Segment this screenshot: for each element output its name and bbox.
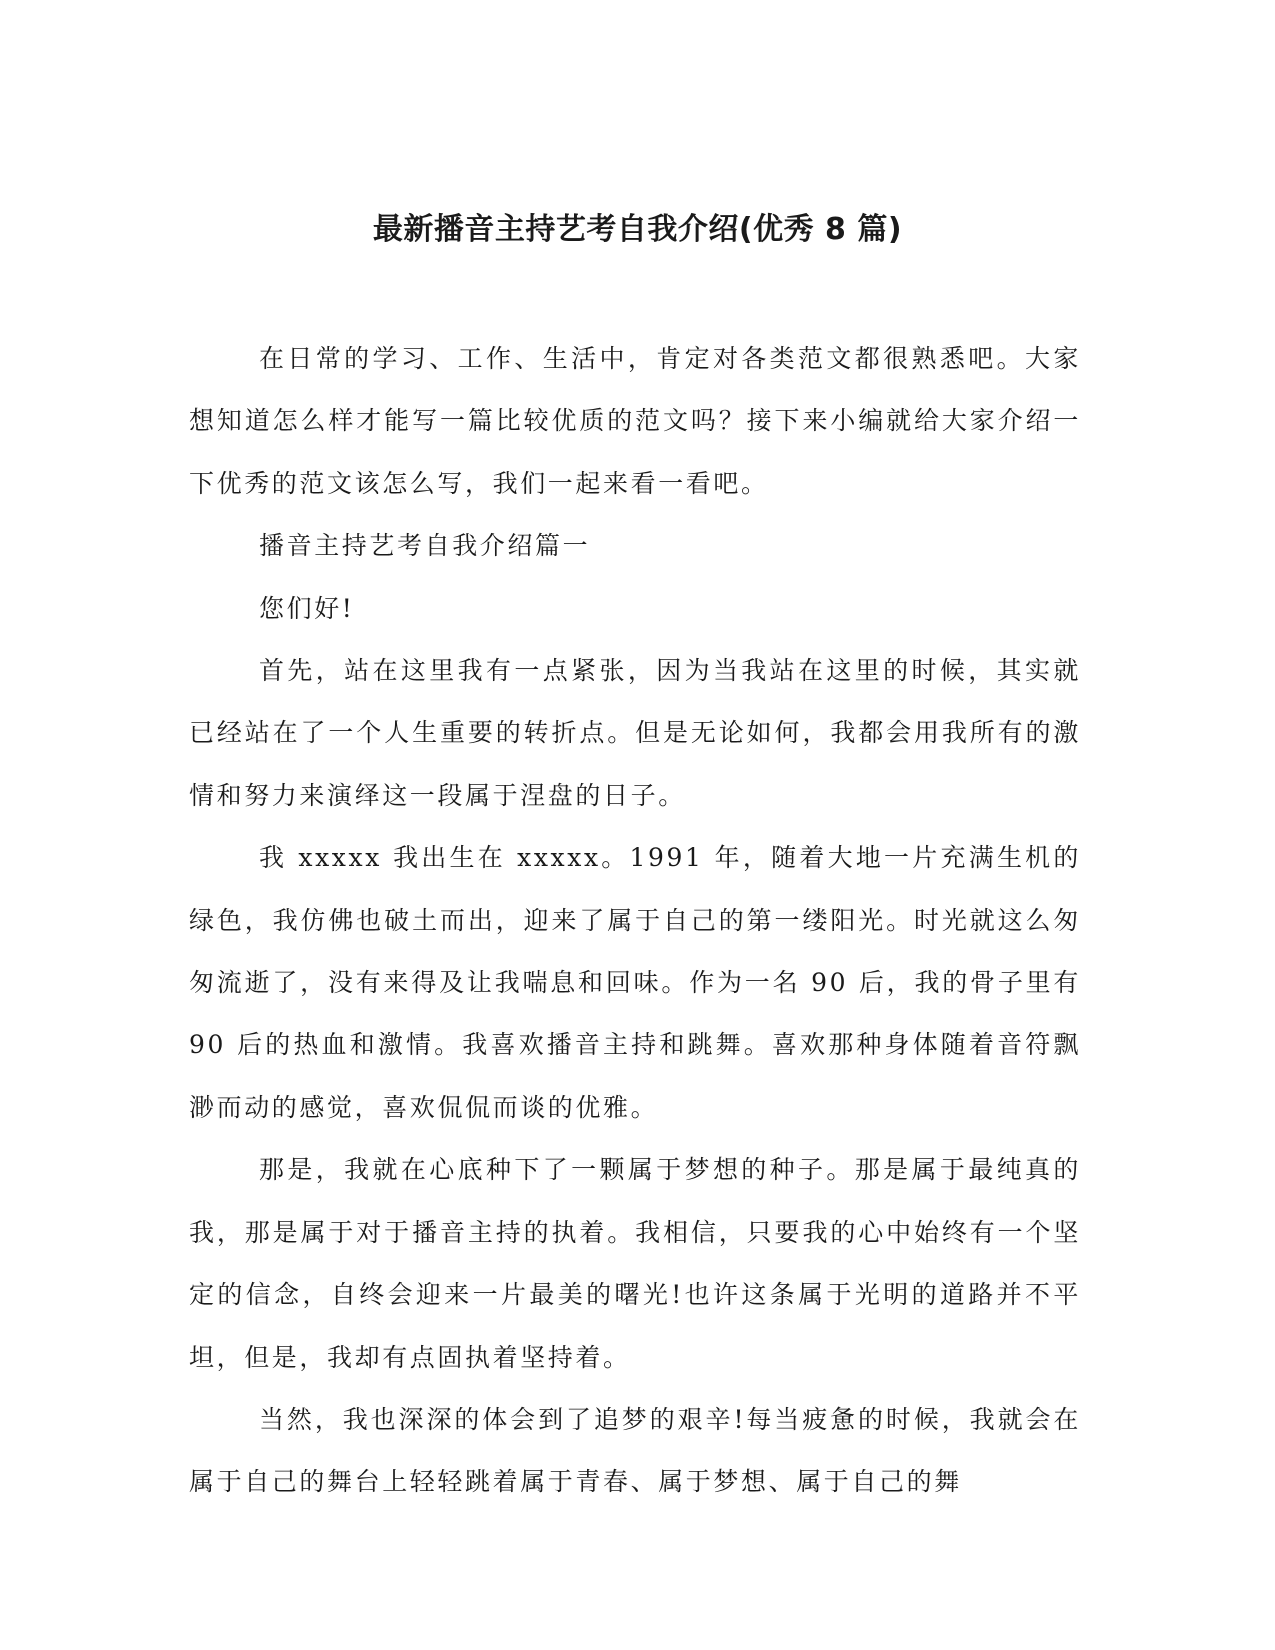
section-heading: 播音主持艺考自我介绍篇一 xyxy=(259,531,591,561)
body-paragraph: 首先，站在这里我有一点紧张，因为当我站在这里的时候，其实就已经站在了一个人生重要的转折点。但是无论如何，我都会用我所有的激情和努力来演绎这一段属于涅盘的日子。 xyxy=(189,656,1081,810)
body-paragraph: 当然，我也深深的体会到了追梦的艰辛!每当疲惫的时候，我就会在属于自己的舞台上轻轻跳着属于青春、属于梦想、属于自己的舞 xyxy=(189,1404,1081,1497)
body-paragraph: 那是，我就在心底种下了一颗属于梦想的种子。那是属于最纯真的我，那是属于对于播音主持的执着。我相信，只要我的心中始终有一个坚定的信念，自终会迎来一片最美的曙光!也许这条属于光明的道路并不平坦，但是，我却有点固执着坚持着。 xyxy=(189,1155,1081,1372)
intro-paragraph: 在日常的学习、工作、生活中，肯定对各类范文都很熟悉吧。大家想知道怎么样才能写一篇比较优质的范文吗？接下来小编就给大家介绍一下优秀的范文该怎么写，我们一起来看一看吧。 xyxy=(189,344,1081,498)
document-title: 最新播音主持艺考自我介绍(优秀 8 篇) xyxy=(372,212,903,247)
body-paragraph: 我 xxxxx 我出生在 xxxxx。1991 年，随着大地一片充满生机的绿色，我仿佛也破土而出，迎来了属于自己的第一缕阳光。时光就这么匆匆流逝了，没有来得及让我喘息和回味。作为一名 90 后，我的骨子里有 90 后的热血和激情。我喜欢播音主持和跳舞。喜欢那种身体随着音符飘渺而动的感觉，喜欢侃侃而谈的优雅。 xyxy=(189,843,1081,1122)
document-body xyxy=(189,328,1081,1514)
greeting-paragraph: 您们好! xyxy=(259,593,355,623)
